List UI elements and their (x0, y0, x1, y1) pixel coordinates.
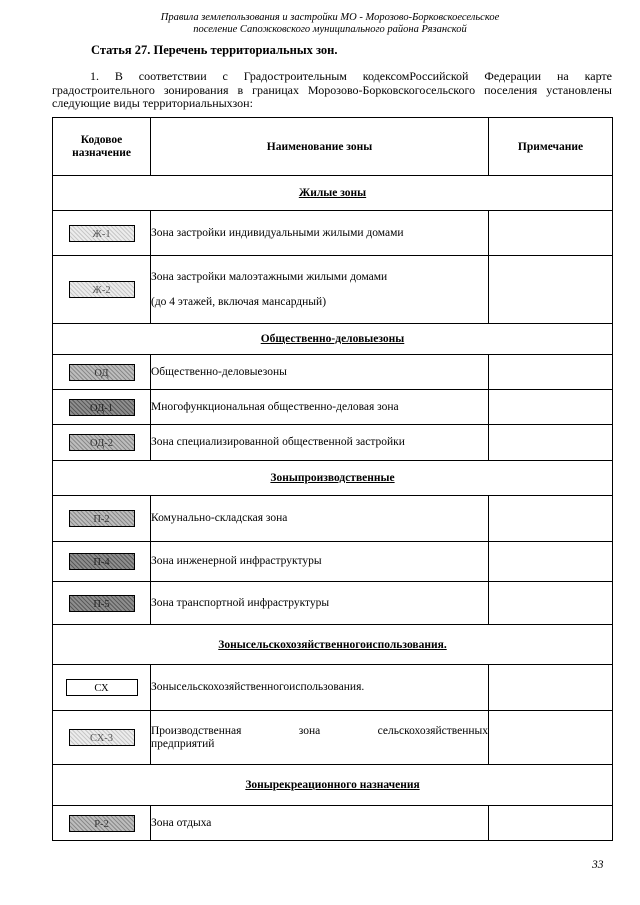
zone-note (489, 211, 613, 256)
header-code: Кодовое назначение (53, 118, 151, 176)
zone-note (489, 425, 613, 461)
page-number: 33 (592, 859, 604, 871)
section-title-residential: Жилые зоны (53, 176, 613, 211)
section-row (53, 461, 613, 496)
section-title-industrial: Зоныпроизводственные (53, 461, 613, 496)
zone-note (489, 496, 613, 542)
table-row (53, 390, 613, 425)
zone-note (489, 665, 613, 711)
table-row (53, 211, 613, 256)
table-row (53, 582, 613, 625)
table-row (53, 542, 613, 582)
page-header (100, 12, 560, 36)
zone-code-swatch: Р-2 (69, 815, 135, 832)
zone-name: Зона отдыха (151, 806, 489, 841)
zone-code-swatch: Ж-2 (69, 281, 135, 298)
zone-code-swatch: П-4 (69, 553, 135, 570)
zone-code-swatch: ОД (69, 364, 135, 381)
zone-name: Производственная зона сельскохозяйственных предприятий (151, 711, 489, 765)
table-row (53, 355, 613, 390)
zone-name: Общественно-деловыезоны (151, 355, 489, 390)
section-title-recreational: Зонырекреационного назначения (53, 765, 613, 806)
zone-name: Зона транспортной инфраструктуры (151, 582, 489, 625)
header-line-2: поселение Сапожковского муниципального района Рязанской (193, 24, 467, 35)
table-row (53, 425, 613, 461)
header-note: Примечание (489, 118, 613, 176)
zone-note (489, 355, 613, 390)
zone-note (489, 806, 613, 841)
intro-paragraph: 1. В соответствии с Градостроительным кодексомРоссийской Федерации на карте градостроительного зонирования в границах Морозово-Борковскогосельского поселения установлены следующие виды территориальныхзон: (52, 69, 612, 110)
section-row (53, 625, 613, 665)
zone-note (489, 256, 613, 324)
zone-code-swatch: П-5 (69, 595, 135, 612)
zone-name: Зона специализированной общественной застройки (151, 425, 489, 461)
zone-note (489, 390, 613, 425)
article-title: Статья 27. Перечень территориальных зон. (91, 43, 338, 57)
section-row (53, 765, 613, 806)
table-header-row (53, 118, 613, 176)
table-row (53, 711, 613, 765)
table-row (53, 665, 613, 711)
zones-table (52, 117, 613, 841)
zone-note (489, 582, 613, 625)
table-row (53, 496, 613, 542)
zone-code-swatch: П-2 (69, 510, 135, 527)
zone-code-swatch: СХ (66, 679, 138, 696)
table-row (53, 806, 613, 841)
zone-name: Комунально-складская зона (151, 496, 489, 542)
zone-code-swatch: Ж-1 (69, 225, 135, 242)
header-name: Наименование зоны (151, 118, 489, 176)
zone-name: Многофункциональная общественно-деловая зона (151, 390, 489, 425)
zone-note (489, 711, 613, 765)
zone-name: Зона застройки индивидуальными жилыми домами (151, 211, 489, 256)
zone-note (489, 542, 613, 582)
section-row (53, 176, 613, 211)
zone-name: Зонысельскохозяйственногоиспользования. (151, 665, 489, 711)
header-line-1: Правила землепользования и застройки МО - Морозово-Борковскоесельское (160, 12, 500, 23)
zone-code-swatch: СХ-3 (69, 729, 135, 746)
section-title-public-business: Общественно-деловыезоны (53, 324, 613, 355)
zone-code-swatch: ОД-2 (69, 434, 135, 451)
section-row (53, 324, 613, 355)
zone-name: Зона инженерной инфраструктуры (151, 542, 489, 582)
zone-code-swatch: ОД-1 (69, 399, 135, 416)
zone-name: Зона застройки малоэтажными жилыми домами (до 4 этажей, включая мансардный) (151, 256, 489, 324)
table-row (53, 256, 613, 324)
section-title-agricultural: Зонысельскохозяйственногоиспользования. (53, 625, 613, 665)
